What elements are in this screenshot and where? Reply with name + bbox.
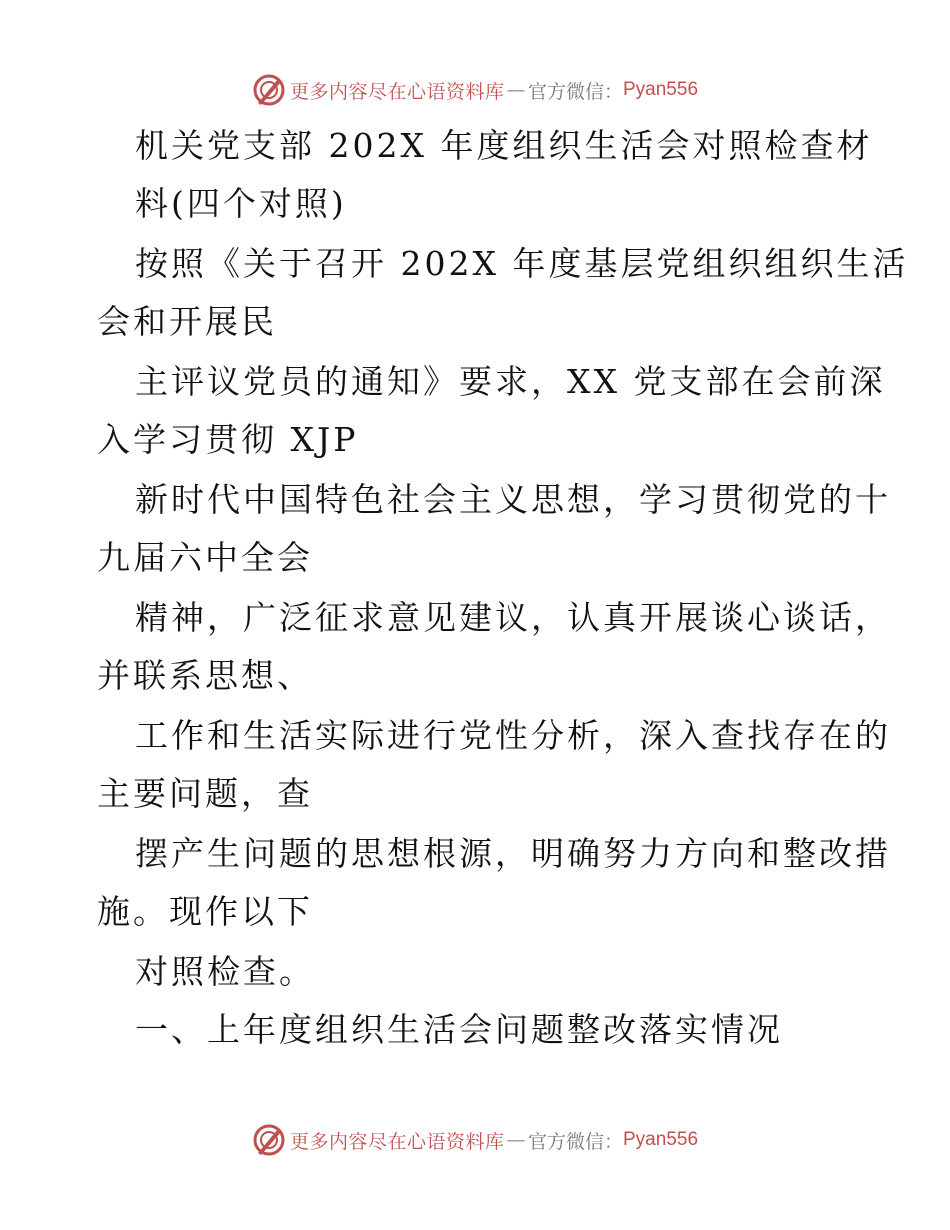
header-banner <box>0 70 950 110</box>
banner-text: 更多内容尽在心语资料库 <box>289 1130 505 1153</box>
section-heading: 一、上年度组织生活会问题整改落实情况 <box>135 1010 783 1049</box>
banner-separator: — <box>506 1129 526 1151</box>
banner-text: 更多内容尽在心语资料库 <box>289 80 505 103</box>
paragraph-line: 入学习贯彻 XJP <box>97 420 359 459</box>
banner-wechat-id: Pyan556 <box>623 79 699 100</box>
paragraph-line: 施。现作以下 <box>97 892 313 931</box>
paragraph-line: 会和开展民 <box>97 302 277 341</box>
footer-banner <box>0 1120 950 1160</box>
paragraph-line: 并联系思想、 <box>97 656 313 695</box>
document-title-line-2: 料(四个对照) <box>135 184 347 223</box>
paragraph-line: 主要问题，查 <box>97 774 313 813</box>
banner-wechat-label: 官方微信： <box>527 1130 623 1153</box>
banner-separator: — <box>506 79 526 101</box>
paragraph-line: 精神，广泛征求意见建议，认真开展谈心谈话， <box>135 598 891 637</box>
banner-wechat-label: 官方微信： <box>527 80 623 103</box>
document-title-line-1: 机关党支部 202X 年度组织生活会对照检查材 <box>135 126 873 165</box>
pen-circle-logo-icon <box>252 73 286 107</box>
paragraph-line: 九届六中全会 <box>97 538 313 577</box>
paragraph-line: 新时代中国特色社会主义思想，学习贯彻党的十 <box>135 480 891 519</box>
pen-circle-logo-icon <box>252 1123 286 1157</box>
banner-wechat-id: Pyan556 <box>623 1129 699 1150</box>
paragraph-line: 工作和生活实际进行党性分析，深入查找存在的 <box>135 716 891 755</box>
paragraph-line: 按照《关于召开 202X 年度基层党组织组织生活 <box>135 244 909 283</box>
paragraph-line: 主评议党员的通知》要求，XX 党支部在会前深 <box>135 362 886 401</box>
paragraph-line: 摆产生问题的思想根源，明确努力方向和整改措 <box>135 834 891 873</box>
paragraph-line: 对照检查。 <box>135 952 315 991</box>
